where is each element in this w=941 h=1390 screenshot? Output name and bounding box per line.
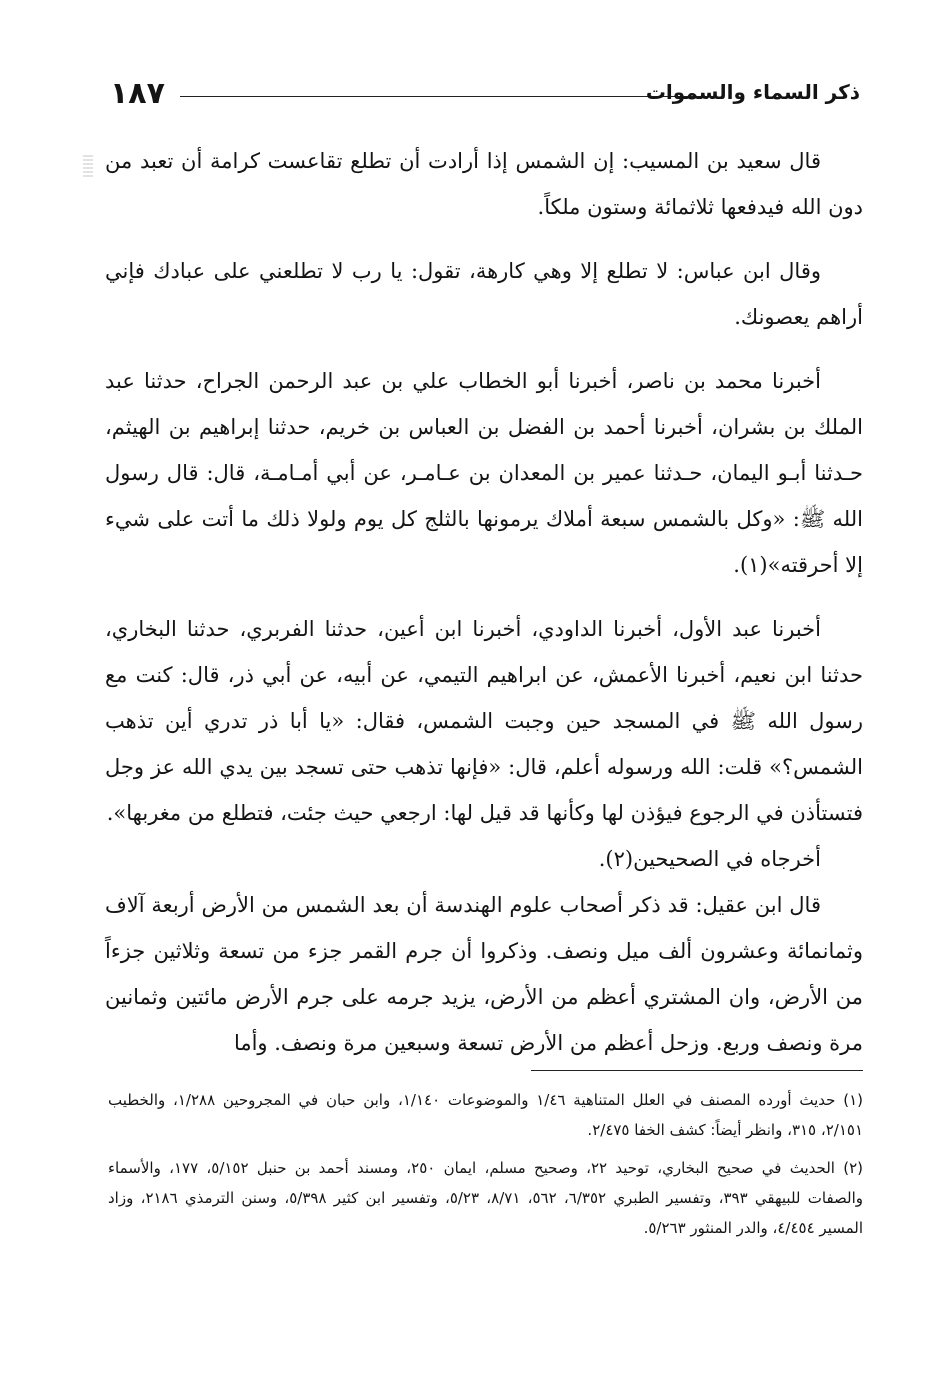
scan-speck: [83, 155, 93, 179]
footnote-2: (٢) الحديث في صحيح البخاري، توحيد ٢٢، وصحيح مسلم، ايمان ٢٥٠، ومسند أحمد بن حنبل ٥/١٥٢، ١٧٧، والأسماء والصفات للبيهقي ٣٩٣، وتفسير الطبري ٦/٣٥٢، ٥٦٢، ٨/٧١، ٥/٢٣، وتفسير ابن كثير ٥/٣٩٨، وسنن الترمذي ٢١٨٦، وزاد المسير ٤/٤٥٤، والدر المنثور ٥/٢٦٣.: [108, 1159, 864, 1237]
paragraph-said-ibn-musayyib: قال سعيد بن المسيب: إن الشمس إذا أرادت أن تطلع تقاعست كرامة أن تعبد من دون الله فيدفعها ثلاثمائة وستون ملكاً.: [105, 149, 863, 219]
paragraph-sahihain: أخرجاه في الصحيحين(٢).: [598, 847, 821, 871]
paragraph-abu-dharr-hadith: أخبرنا عبد الأول، أخبرنا الداودي، أخبرنا ابن أعين، حدثنا الفربري، حدثنا البخاري، حدثنا ابن نعيم، أخبرنا الأعمش، عن ابراهيم التيمي، عن أبيه، عن أبي ذر، قال: كنت مع رسول الله ﷺ في المسجد حين وجبت الشمس، فقال: «يا أبا ذر تدري أين تذهب الشمس؟» قلت: الله ورسوله أعلم، قال: «فإنها تذهب حتى تسجد بين يدي الله عز وجل فتستأذن في الرجوع فيؤذن لها وكأنها قد قيل لها: ارجعي حيث جئت، فتطلع من مغربها».: [105, 617, 863, 825]
paragraph-ibn-aqil: قال ابن عقيل: قد ذكر أصحاب علوم الهندسة أن بعد الشمس من الأرض أربعة آلاف وثمانمائة وعشرون ألف ميل ونصف. وذكروا أن جرم القمر جزء من تسعة وثلاثين جزءاً من الأرض، وان المشتري أعظم من الأرض، يزيد جرمه على جرم الأرض مائتين وثمانين مرة ونصف وربع. وزحل أعظم من الأرض تسعة وسبعين مرة ونصف. وأما: [105, 893, 863, 1055]
footnotes: [108, 1085, 863, 1251]
paragraph-abu-umama-hadith: أخبرنا محمد بن ناصر، أخبرنا أبو الخطاب علي بن عبد الرحمن الجراح، حدثنا عبد الملك بن بشران، أخبرنا أحمد بن الفضل بن العباس بن خريم، حدثنا إبراهيم بن الهيثم، حـدثنا أبـو اليمان، حـدثنا عمير بن المعدان بن عـامـر، عن أبي أمـامـة، قال: قال رسول الله ﷺ: «وكل بالشمس سبعة أملاك يرمونها بالثلج كل يوم ولولا ذلك ما أتت على شيء إلا أحرقته»(١).: [105, 369, 863, 577]
paragraph-ibn-abbas: وقال ابن عباس: لا تطلع إلا وهي كارهة، تقول: يا رب لا تطلعني على عبادك فإني أراهم يعصونك.: [105, 259, 863, 329]
main-text: [105, 138, 863, 1084]
running-title: ذكر السماء والسموات: [645, 80, 860, 104]
page-number: ١٨٧: [110, 76, 165, 111]
footnote-1: (١) حديث أورده المصنف في العلل المتناهية ١/٤٦ والموضوعات ١/١٤٠، وابن حبان في المجروحين ١/٢٨٨، والخطيب ٢/١٥١، ٣١٥، وانظر أيضاً: كشف الخفا ٢/٤٧٥.: [108, 1091, 863, 1139]
footnote-separator: [531, 1070, 863, 1071]
header-rule: [180, 96, 715, 97]
page-header: [110, 72, 860, 116]
